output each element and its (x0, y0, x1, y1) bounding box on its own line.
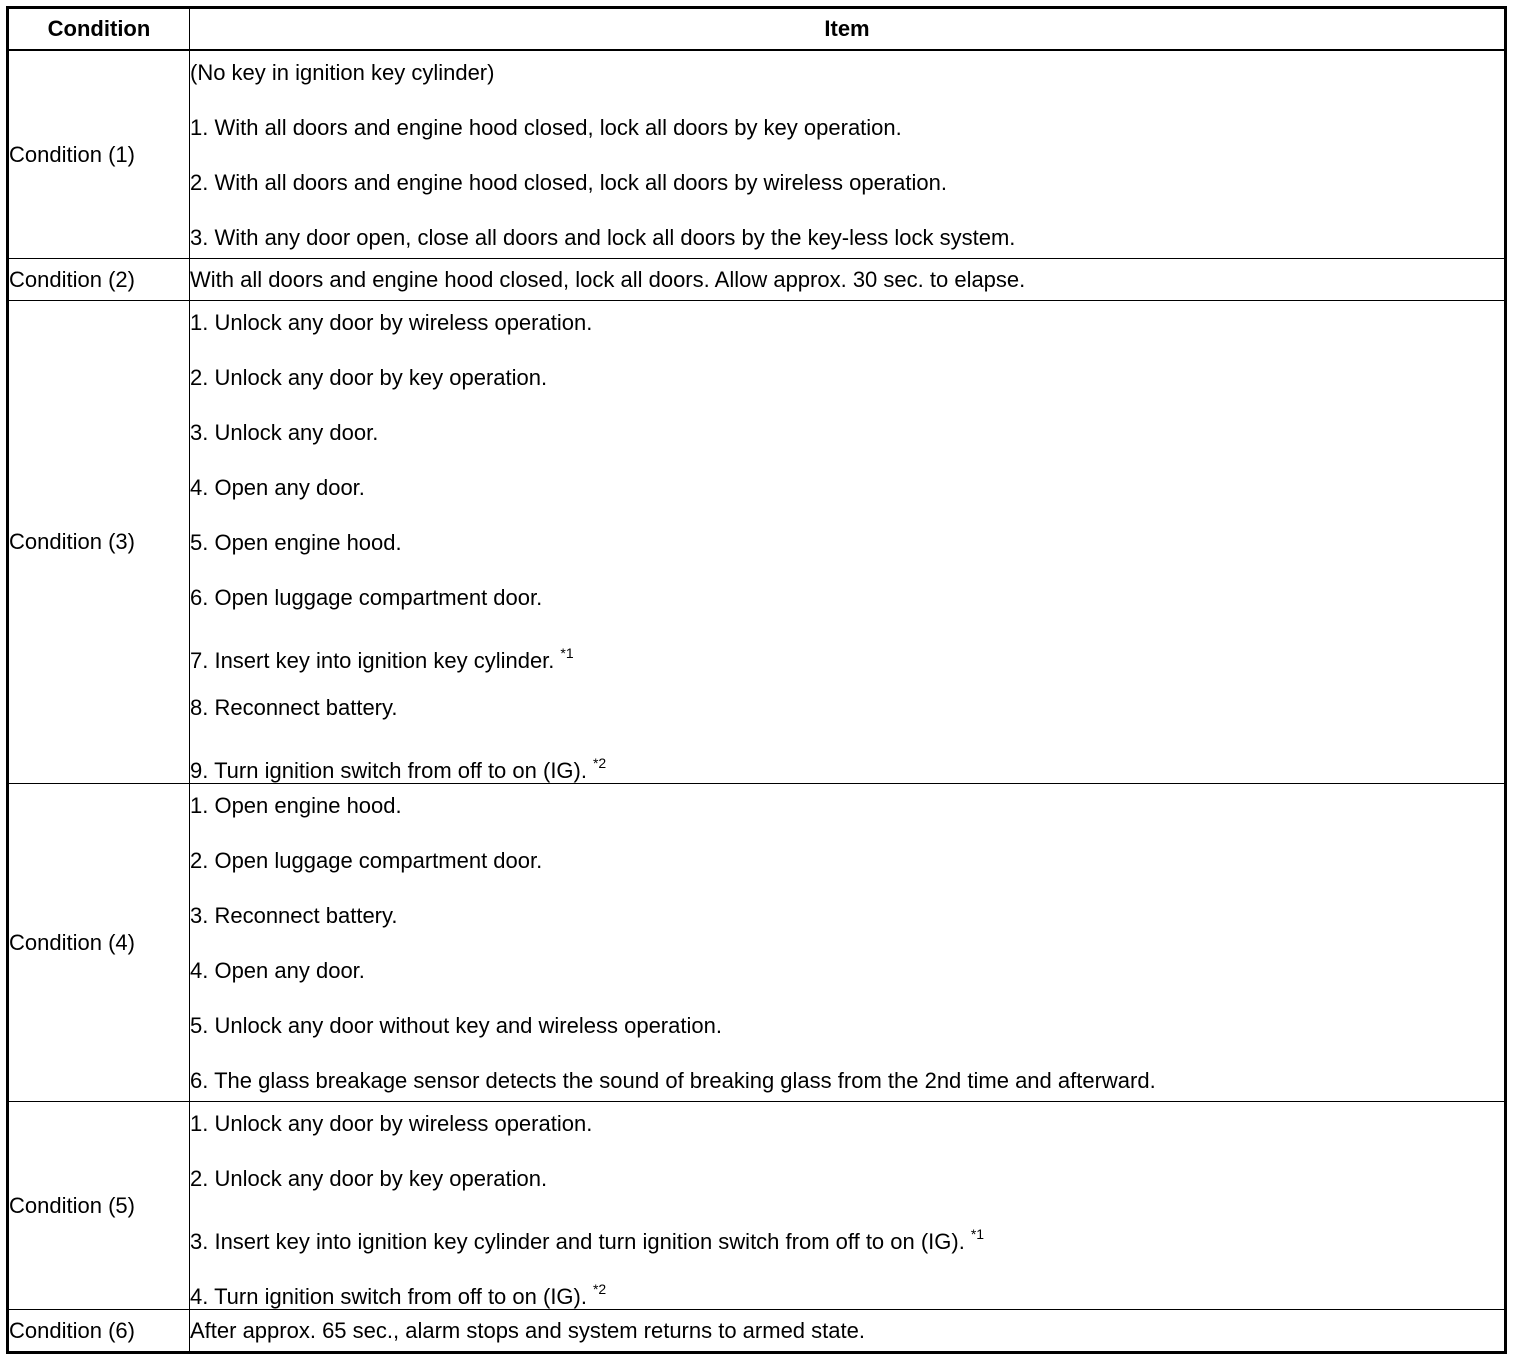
footnote-marker: *2 (592, 1281, 607, 1297)
item-text: After approx. 65 sec., alarm stops and system returns to armed state. (190, 1318, 865, 1343)
item-line (190, 1059, 1504, 1101)
footnote-marker: *1 (560, 645, 574, 661)
table-row (8, 301, 1506, 784)
item-line (190, 51, 1504, 106)
item-text: 3. With any door open, close all doors and lock all doors by the key-less lock system. (190, 225, 1016, 250)
item-line (190, 949, 1504, 1004)
item-line (190, 631, 1504, 686)
conditions-table (6, 6, 1507, 1354)
item-line (190, 839, 1504, 894)
item-text: 1. Open engine hood. (190, 793, 402, 818)
item-text: 2. Unlock any door by key operation. (190, 365, 548, 390)
item-line (190, 1157, 1504, 1212)
footnote-marker: *2 (592, 755, 607, 771)
item-line (190, 521, 1504, 576)
table-header-row (8, 8, 1506, 51)
items-cell (190, 1102, 1506, 1310)
item-line (190, 356, 1504, 411)
condition-cell: Condition (2) (8, 259, 190, 301)
table-body (8, 50, 1506, 1353)
item-line (190, 1310, 1504, 1351)
item-line (190, 784, 1504, 839)
item-text: 4. Turn ignition switch from off to on (IG). (190, 1284, 587, 1309)
item-line (190, 1102, 1504, 1157)
item-text: 4. Open any door. (190, 475, 365, 500)
table-row (8, 50, 1506, 259)
item-text: 3. Insert key into ignition key cylinder and turn ignition switch from off to on (IG). (190, 1229, 965, 1254)
item-text: 1. With all doors and engine hood closed, lock all doors by key operation. (190, 115, 902, 140)
header-item: Item (190, 8, 1506, 51)
condition-cell: Condition (6) (8, 1310, 190, 1353)
item-line (190, 259, 1504, 300)
item-text: With all doors and engine hood closed, lock all doors. Allow approx. 30 sec. to elapse. (190, 267, 1026, 292)
item-line (190, 686, 1504, 741)
item-line (190, 1212, 1504, 1267)
item-line (190, 161, 1504, 216)
item-text: 4. Open any door. (190, 958, 365, 983)
condition-cell: Condition (5) (8, 1102, 190, 1310)
item-line (190, 216, 1504, 258)
item-line (190, 301, 1504, 356)
item-text: 2. Unlock any door by key operation. (190, 1166, 548, 1191)
footnote-marker: *1 (970, 1226, 985, 1242)
items-cell (190, 50, 1506, 259)
item-text: 3. Reconnect battery. (190, 903, 398, 928)
condition-cell: Condition (3) (8, 301, 190, 784)
item-line (190, 576, 1504, 631)
item-text: 5. Open engine hood. (190, 530, 402, 555)
items-cell (190, 259, 1506, 301)
table-row (8, 259, 1506, 301)
item-text: 9. Turn ignition switch from off to on (IG). (190, 758, 587, 783)
items-cell (190, 784, 1506, 1102)
item-text: 6. Open luggage compartment door. (190, 585, 543, 610)
item-text: 3. Unlock any door. (190, 420, 379, 445)
table-row (8, 784, 1506, 1102)
item-line (190, 411, 1504, 466)
item-line (190, 1267, 1504, 1309)
item-text: 5. Unlock any door without key and wireless operation. (190, 1013, 722, 1038)
item-text: 8. Reconnect battery. (190, 695, 398, 720)
item-line (190, 894, 1504, 949)
item-text: 2. Open luggage compartment door. (190, 848, 543, 873)
item-text: 6. The glass breakage sensor detects the sound of breaking glass from the 2nd time and afterward. (190, 1068, 1156, 1093)
item-text: (No key in ignition key cylinder) (190, 60, 495, 85)
table-row (8, 1102, 1506, 1310)
condition-cell: Condition (1) (8, 50, 190, 259)
table-row (8, 1310, 1506, 1353)
items-cell (190, 1310, 1506, 1353)
item-line (190, 1004, 1504, 1059)
item-text: 1. Unlock any door by wireless operation. (190, 1111, 593, 1136)
items-cell (190, 301, 1506, 784)
item-text: 2. With all doors and engine hood closed, lock all doors by wireless operation. (190, 170, 947, 195)
item-text: 7. Insert key into ignition key cylinder. (190, 648, 555, 673)
header-condition: Condition (8, 8, 190, 51)
item-line (190, 106, 1504, 161)
item-line (190, 741, 1504, 783)
condition-cell: Condition (4) (8, 784, 190, 1102)
item-text: 1. Unlock any door by wireless operation. (190, 310, 593, 335)
item-line (190, 466, 1504, 521)
